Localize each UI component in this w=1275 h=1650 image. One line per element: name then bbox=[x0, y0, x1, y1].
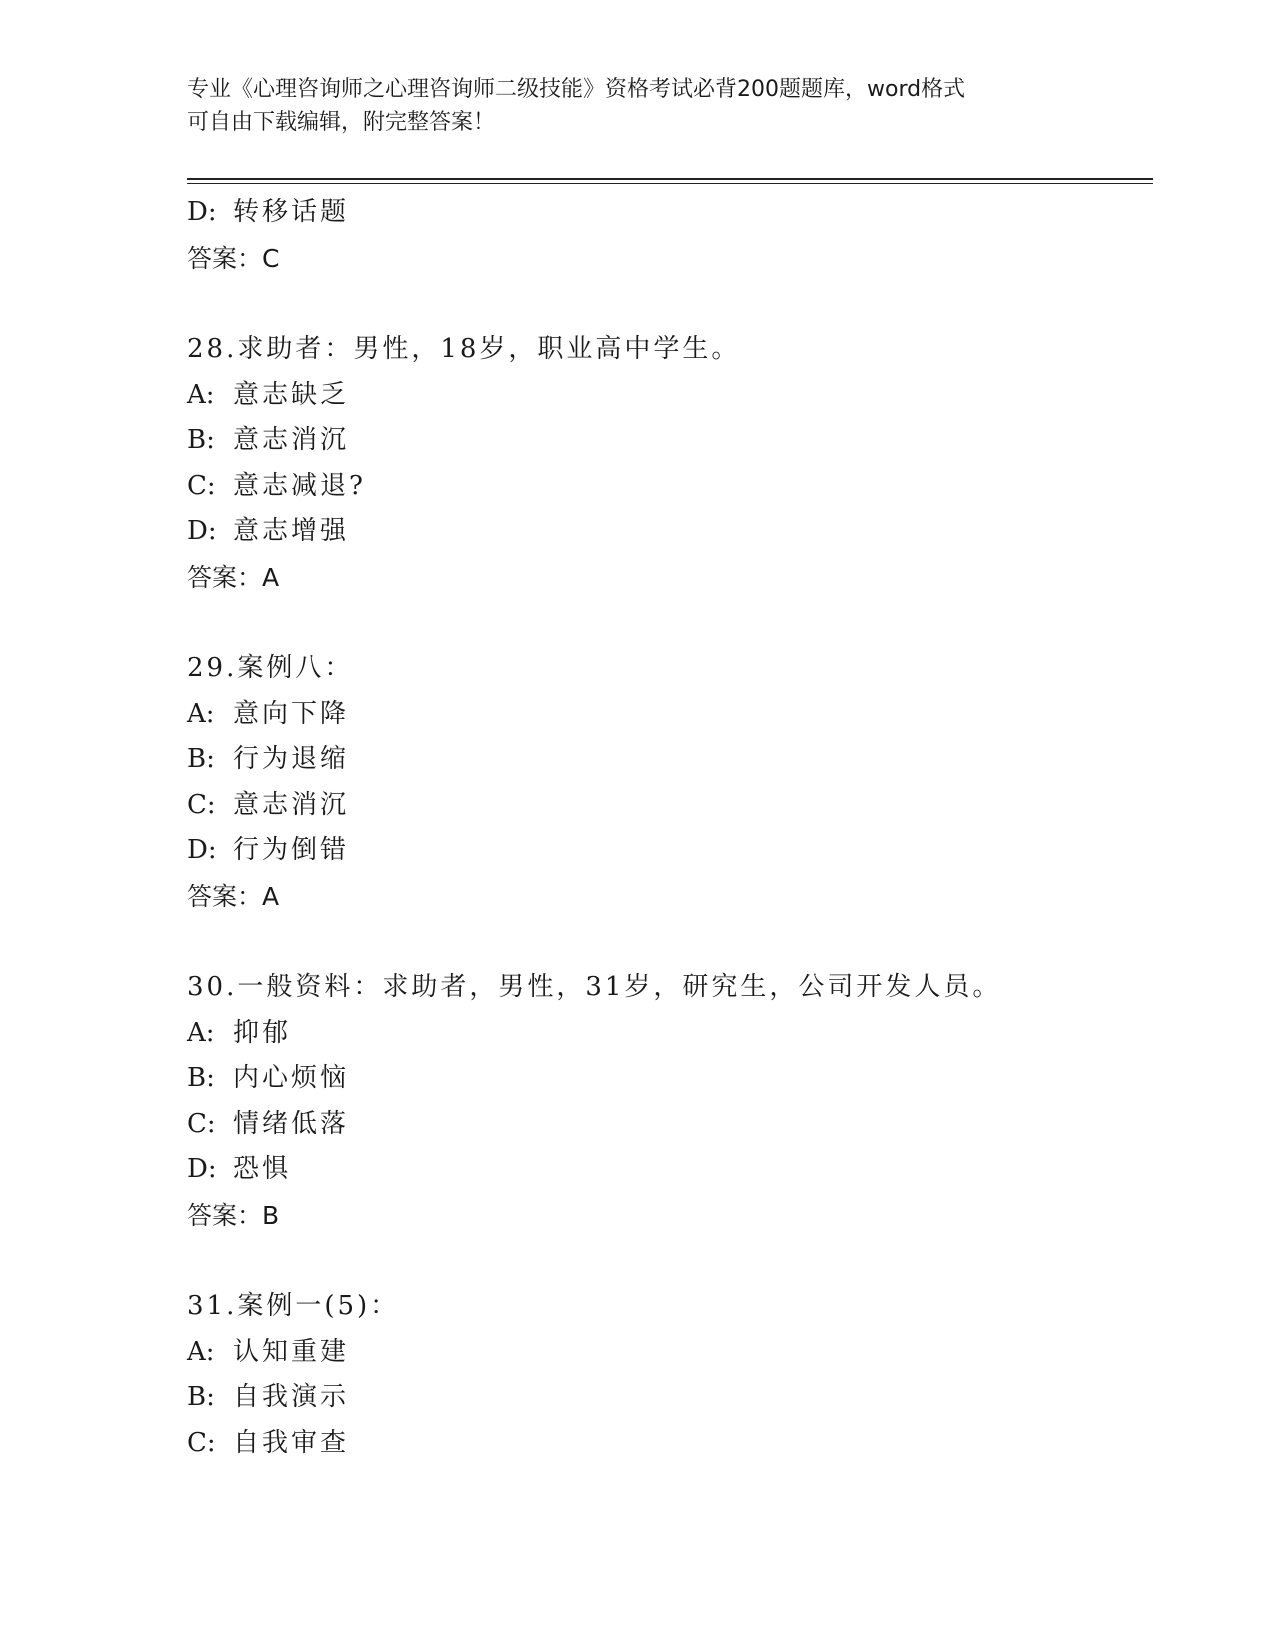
question-content bbox=[187, 190, 1147, 1466]
option-line bbox=[187, 737, 1147, 783]
option-line bbox=[187, 692, 1147, 738]
question-stem: 30.一般资料：求助者，男性，31岁，研究生，公司开发人员。 bbox=[187, 972, 1002, 1002]
option-line bbox=[187, 1330, 1147, 1376]
option-letter: C: bbox=[187, 1108, 216, 1139]
option-line bbox=[187, 1056, 1147, 1102]
question-block bbox=[187, 327, 1147, 600]
option-line bbox=[187, 190, 1147, 236]
option-line bbox=[187, 828, 1147, 874]
option-letter: B: bbox=[187, 1063, 215, 1093]
option-letter: B: bbox=[187, 425, 215, 455]
option-text: 意志消沉 bbox=[233, 425, 350, 455]
document-header bbox=[187, 73, 1087, 139]
option-line bbox=[187, 464, 1147, 510]
header-rule-thin bbox=[187, 183, 1153, 184]
option-line bbox=[187, 1147, 1147, 1193]
option-line bbox=[187, 1375, 1147, 1421]
option-letter: A: bbox=[187, 1336, 215, 1367]
option-text: 意志缺乏 bbox=[233, 379, 350, 410]
question-block bbox=[187, 1284, 1147, 1466]
header-title-line-2: 可自由下载编辑，附完整答案！ bbox=[187, 110, 496, 135]
option-letter: A: bbox=[187, 698, 215, 729]
option-letter: A: bbox=[187, 1017, 215, 1048]
question-block bbox=[187, 646, 1147, 919]
option-text: 内心烦恼 bbox=[233, 1063, 350, 1093]
option-letter: D: bbox=[187, 835, 217, 865]
option-line bbox=[187, 1421, 1147, 1467]
spacer bbox=[187, 281, 1147, 327]
spacer bbox=[187, 600, 1147, 646]
header-title-line-1: 专业《心理咨询师之心理咨询师二级技能》资格考试必背200题题库，word格式 bbox=[187, 77, 966, 102]
option-letter: D: bbox=[187, 197, 217, 227]
spacer bbox=[187, 1238, 1147, 1284]
option-line bbox=[187, 1102, 1147, 1148]
option-text: 恐惧 bbox=[233, 1154, 292, 1184]
option-text: 抑郁 bbox=[233, 1017, 292, 1048]
option-line bbox=[187, 509, 1147, 555]
option-text: 认知重建 bbox=[233, 1336, 350, 1367]
spacer bbox=[187, 919, 1147, 965]
option-text: 意志增强 bbox=[233, 516, 350, 546]
question-block bbox=[187, 965, 1147, 1238]
option-line bbox=[187, 1011, 1147, 1057]
option-text: 意向下降 bbox=[233, 698, 350, 729]
answer-line: 答案：A bbox=[187, 562, 280, 592]
option-text: 自我审查 bbox=[233, 1427, 350, 1458]
option-text: 情绪低落 bbox=[233, 1108, 350, 1139]
option-letter: C: bbox=[187, 470, 216, 501]
question-stem: 29.案例八： bbox=[187, 653, 354, 683]
option-letter: B: bbox=[187, 1382, 215, 1412]
option-line bbox=[187, 783, 1147, 829]
option-text: 行为倒错 bbox=[233, 835, 350, 865]
option-line bbox=[187, 418, 1147, 464]
option-letter: C: bbox=[187, 1427, 216, 1458]
option-text: 行为退缩 bbox=[233, 744, 350, 774]
option-text: 自我演示 bbox=[233, 1382, 350, 1412]
option-letter: D: bbox=[187, 1154, 217, 1184]
option-letter: D: bbox=[187, 516, 217, 546]
option-text: 意志减退? bbox=[233, 470, 366, 501]
option-line bbox=[187, 373, 1147, 419]
header-rule-thick bbox=[187, 178, 1153, 180]
question-stem: 28.求助者：男性，18岁，职业高中学生。 bbox=[187, 334, 741, 364]
option-text: 转移话题 bbox=[233, 197, 350, 227]
option-text: 意志消沉 bbox=[233, 789, 350, 820]
question-stem: 31.案例一(5)： bbox=[187, 1291, 400, 1321]
option-letter: C: bbox=[187, 789, 216, 820]
option-letter: B: bbox=[187, 744, 215, 774]
option-letter: A: bbox=[187, 379, 215, 410]
answer-line: 答案：C bbox=[187, 243, 280, 273]
answer-line: 答案：B bbox=[187, 1200, 280, 1230]
answer-line: 答案：A bbox=[187, 881, 280, 911]
